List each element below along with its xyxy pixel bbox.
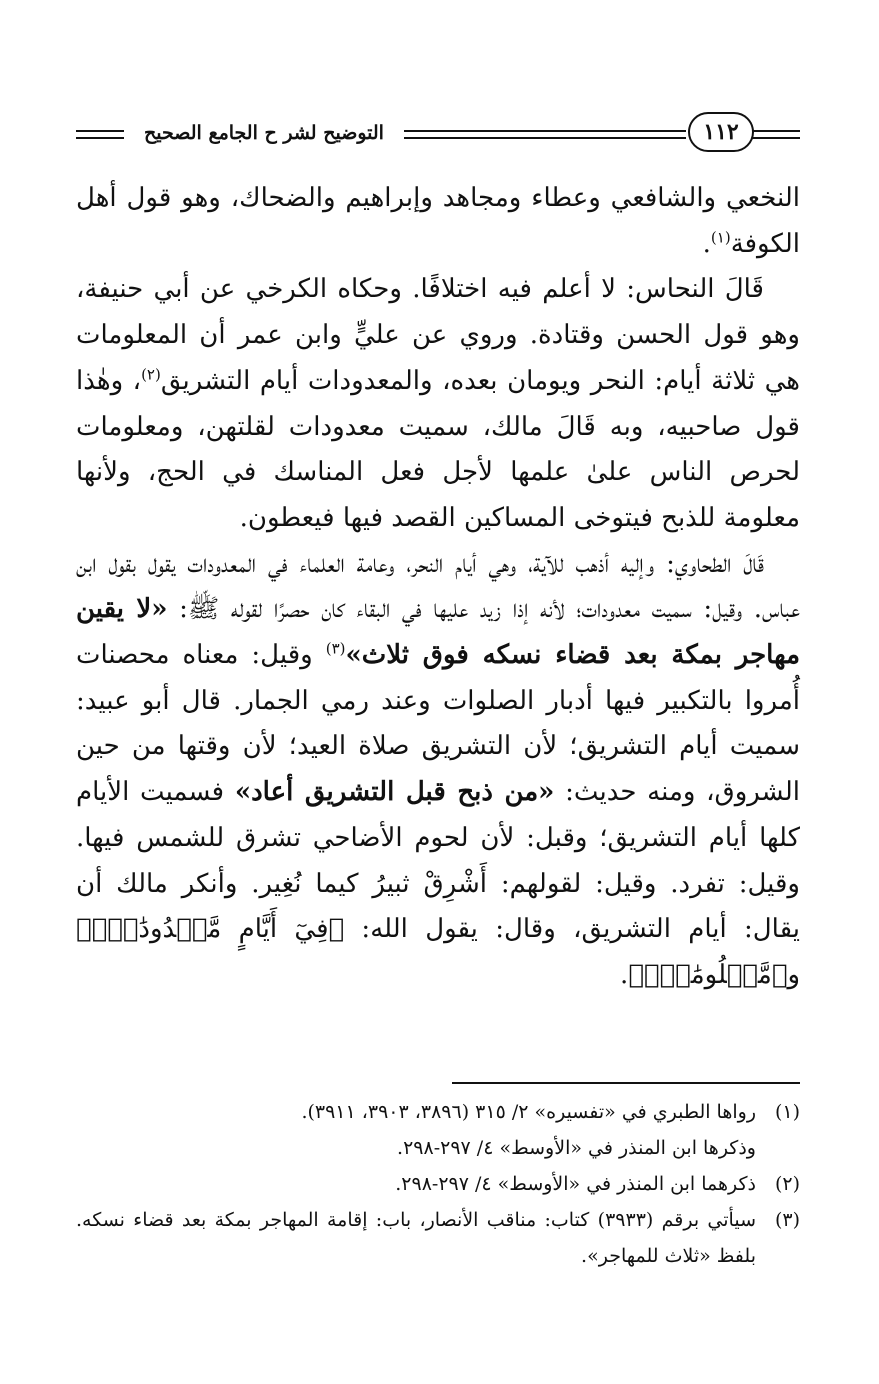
footnote-text: ذكرهما ابن المنذر في «الأوسط» ٤/ ٢٩٧-٢٩٨. [395,1173,756,1195]
footnote-text: رواها الطبري في «تفسيره» ٢/ ٣١٥ (٣٨٩٦، ٣٩٠٣، ٣٩١١). [301,1101,756,1123]
footnote-number: (٣) [774,1209,800,1231]
paragraph-3 [76,542,800,999]
paragraph-1 [76,176,800,267]
page-header [76,112,800,156]
footnote-ref-2: (٢) [141,365,161,384]
paragraph-3-conjunction: و [787,959,800,990]
page-number: ١١٢ [688,112,754,152]
paragraph-2 [76,267,800,541]
paragraph-2-text: قَالَ النحاس: لا أعلم فيه اختلافًا. وحكاه الكرخي عن أبي حنيفة، وهو قول الحسن وقتادة. وروي عن عليٍّ وابن عمر أن المعلومات هي ثلاثة أيام: النحر ويومان بعده، والمعدودات أيام التشريق [76,274,801,396]
main-text [76,176,800,999]
footnote-1 [76,1094,800,1166]
running-title: التوضيح لشر ح الجامع الصحيح [144,122,384,144]
paragraph-3-text: قَالَ الطحاوي: وإليه أذهب للآية، وهي أيام النحر، وعامة العلماء في المعدودات يقول بقول ابن عباس. وقيل: سميت معدودات؛ لأنه إذا زيد عليها في البقاء كان حصرًا لقوله ﷺ: [76,548,801,625]
footnote-separator [452,1082,800,1084]
header-rule-middle [404,130,686,139]
quran-quote-2: ﴿مَّعۡلُومَٰتٍۚ﴾ [628,959,788,990]
footnote-text: وذكرها ابن المنذر في «الأوسط» ٤/ ٢٩٧-٢٩٨. [397,1137,756,1159]
footnote-number: (١) [774,1101,800,1123]
footnote-2 [76,1166,800,1202]
quran-quote-1: ﴿فِيٓ أَيَّامٍ مَّعۡدُودَٰتٍۚ﴾ [76,914,345,945]
hadith-quote-1: «لا يقين مهاجر بمكة بعد قضاء نسكه فوق ثلاث» [76,594,801,671]
footnote-text: سيأتي برقم (٣٩٣٣) كتاب: مناقب الأنصار، باب: إقامة المهاجر بمكة بعد قضاء نسكه. بلفظ «ثلاث للمهاجر». [76,1209,756,1267]
footnote-ref-3: (٣) [325,639,346,658]
footnotes [76,1094,800,1274]
hadith-quote-2: «من ذبح قبل التشريق أعاد» [234,777,555,808]
footnote-ref-1: (١) [710,228,731,247]
paragraph-1-end: . [702,228,711,259]
paragraph-1-text: النخعي والشافعي وعطاء ومجاهد وإبراهيم والضحاك، وهو قول أهل الكوفة [76,183,800,259]
header-rule-left [76,130,124,139]
paragraph-3-end: . [620,959,629,990]
paragraph-3-text-cont: وقيل: معناه محصنات أُمروا بالتكبير فيها أدبار الصلوات وعند رمي الجمار. قال أبو عبيد: سميت أيام التشريق؛ لأن التشريق صلاة العيد؛ لأن وقتها من حين الشروق، ومنه حديث: [76,640,800,808]
paragraph-3-text-cont-2: فسميت الأيام كلها أيام التشريق؛ وقبل: لأن لحوم الأضاحي تشرق للشمس فيها. وقيل: تفرد. وقيل: لقولهم: أَشْرِقْ ثبيرُ كيما نُغِير. وأنكر مالك أن يقال: أيام التشريق، وقال: يقول الله: [76,777,800,945]
header-rule-right [752,130,800,139]
footnote-number: (٢) [774,1173,800,1195]
footnote-3 [76,1202,800,1274]
paragraph-2-text-cont: ، وهٰذا قول صاحبيه، وبه قَالَ مالك، سميت معدودات لقلتهن، ومعلومات لحرص الناس علىٰ علمها لأجل فعل المناسك في الحج، ولأنها معلومة للذبح فيتوخى المساكين القصد فيها فيعطون. [76,365,800,533]
